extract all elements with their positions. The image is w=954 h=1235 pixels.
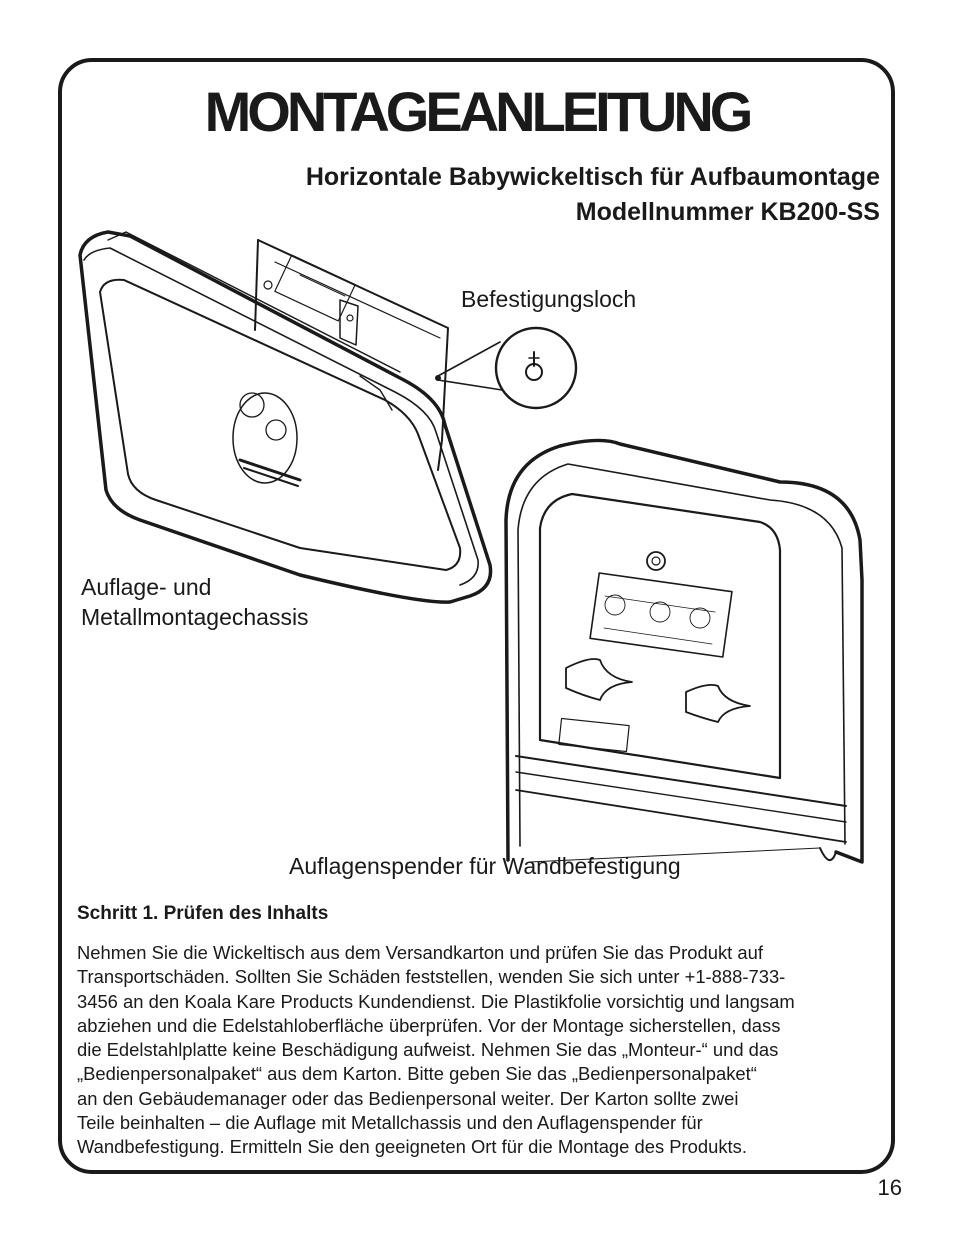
chassis-label-line-1: Auflage- und bbox=[81, 574, 212, 600]
subtitle-line-1: Horizontale Babywickeltisch für Aufbaumontage bbox=[305, 163, 880, 191]
step-1-line: die Edelstahlplatte keine Beschädigung aufweist. Nehmen Sie das „Monteur-“ und das bbox=[77, 1039, 779, 1061]
wall-dispenser-drawing bbox=[506, 440, 862, 862]
step-1-line: Nehmen Sie die Wickeltisch aus dem Versandkarton und prüfen Sie das Produkt auf bbox=[77, 942, 763, 963]
subtitle-line-2: Modellnummer KB200-SS bbox=[575, 198, 880, 226]
changing-table-drawing bbox=[80, 232, 491, 602]
chassis-label bbox=[81, 572, 309, 632]
page-number: 16 bbox=[877, 1175, 902, 1200]
step-1-line: „Bedienpersonalpaket“ aus dem Karton. Bitte geben Sie das „Bedienpersonalpaket“ bbox=[77, 1063, 757, 1085]
step-1-line: Teile beinhalten – die Auflage mit Metallchassis und den Auflagenspender für bbox=[77, 1112, 703, 1134]
mounting-hole-callout bbox=[435, 328, 576, 408]
page-title: MONTAGEANLEITUNG bbox=[204, 80, 750, 143]
chassis-label-line-2: Metallmontagechassis bbox=[81, 604, 309, 630]
step-1-line: Transportschäden. Sollten Sie Schäden feststellen, wenden Sie sich unter +1-888-733- bbox=[77, 966, 786, 988]
step-1-line: Wandbefestigung. Ermitteln Sie den geeigneten Ort für die Montage des Produkts. bbox=[77, 1136, 747, 1158]
step-1-line: 3456 an den Koala Kare Products Kundendienst. Die Plastikfolie vorsichtig und langsam bbox=[77, 990, 795, 1012]
koala-logo-drawing bbox=[233, 393, 300, 486]
step-1-body bbox=[77, 941, 877, 1160]
step-1-line: abziehen und die Edelstahloberfläche überprüfen. Vor der Montage sicherstellen, dass bbox=[77, 1014, 781, 1036]
step-1-heading: Schritt 1. Prüfen des Inhalts bbox=[77, 903, 329, 924]
mounting-hole-label: Befestigungsloch bbox=[461, 286, 637, 312]
step-1-line: an den Gebäudemanager oder das Bedienpersonal weiter. Der Karton sollte zwei bbox=[77, 1087, 739, 1109]
dispenser-label: Auflagenspender für Wandbefestigung bbox=[289, 853, 681, 879]
